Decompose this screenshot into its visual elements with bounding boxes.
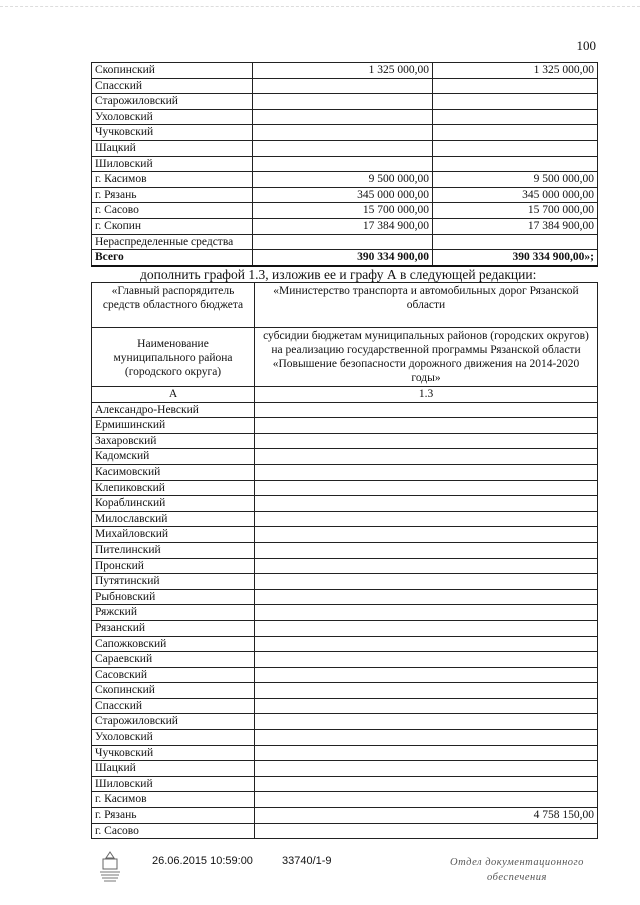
table-row [92, 620, 598, 636]
district-name: Ряжский [92, 605, 255, 621]
district-name: Захаровский [92, 433, 255, 449]
subsidy-amount-cell [255, 511, 598, 527]
amount-cell: 17 384 900,00 [253, 218, 433, 234]
table-row [92, 792, 598, 808]
district-name: Пронский [92, 558, 255, 574]
amount-cell: 15 700 000,00 [433, 203, 598, 219]
table-row [92, 234, 598, 250]
footer-doc-number: 33740/1-9 [282, 855, 332, 867]
subsidy-amount-cell [255, 496, 598, 512]
subsidy-amount-cell [255, 418, 598, 434]
amount-cell: 9 500 000,00 [433, 172, 598, 188]
amount-cell [253, 125, 433, 141]
table-row [92, 714, 598, 730]
subsidy-amount-cell [255, 558, 598, 574]
district-name: Спасский [92, 78, 253, 94]
amount-cell: 17 384 900,00 [433, 218, 598, 234]
department-stamp-line2: обеспечения [487, 872, 547, 883]
amount-cell [433, 78, 598, 94]
district-name: Скопинский [92, 683, 255, 699]
total-amount: 390 334 900,00»; [433, 250, 598, 266]
table-row [92, 652, 598, 668]
table-row [92, 172, 598, 188]
district-name: Скопинский [92, 63, 253, 79]
district-name: Ермишинский [92, 418, 255, 434]
total-label: Всего [92, 250, 253, 266]
district-name: Милославский [92, 511, 255, 527]
amount-cell [253, 78, 433, 94]
table-row [92, 808, 598, 824]
subsidy-amount-cell [255, 527, 598, 543]
district-name: Александро-Невский [92, 402, 255, 418]
amount-cell: 345 000 000,00 [253, 187, 433, 203]
total-amount: 390 334 900,00 [253, 250, 433, 266]
header-municipality-label: Наименование муниципального района (городского округа) [92, 328, 255, 387]
amount-cell [253, 94, 433, 110]
top-budget-table [91, 62, 598, 267]
amount-cell [433, 140, 598, 156]
subsidy-amount-cell [255, 823, 598, 839]
table-row [92, 218, 598, 234]
subsidy-amount-cell [255, 683, 598, 699]
district-name: Нераспределенные средства [92, 234, 253, 250]
district-name: Кораблинский [92, 496, 255, 512]
table-row [92, 140, 598, 156]
subsidy-amount-cell [255, 776, 598, 792]
district-name: г. Сасово [92, 823, 255, 839]
amount-cell: 15 700 000,00 [253, 203, 433, 219]
district-name: Пителинский [92, 542, 255, 558]
subsidy-amount-cell: 4 758 150,00 [255, 808, 598, 824]
header-distributor-label: «Главный распорядитель средств областного бюджета [92, 283, 255, 328]
amount-cell: 345 000 000,00 [433, 187, 598, 203]
district-name: Старожиловский [92, 94, 253, 110]
subsidy-amount-cell [255, 745, 598, 761]
district-name: Сараевский [92, 652, 255, 668]
district-name: г. Касимов [92, 172, 253, 188]
table-row [92, 78, 598, 94]
district-name: Клепиковский [92, 480, 255, 496]
column-a-label: А [92, 387, 255, 403]
table-row [92, 589, 598, 605]
table-row [92, 558, 598, 574]
table-row [92, 761, 598, 777]
subsidy-amount-cell [255, 605, 598, 621]
table-row [92, 542, 598, 558]
amount-cell [433, 125, 598, 141]
amount-cell [433, 94, 598, 110]
table-row [92, 464, 598, 480]
table-row [92, 187, 598, 203]
table-row [92, 823, 598, 839]
subsidy-amount-cell [255, 449, 598, 465]
table-row [92, 776, 598, 792]
district-name: Сасовский [92, 667, 255, 683]
table-row [92, 730, 598, 746]
district-name: Шацкий [92, 761, 255, 777]
amount-cell [253, 140, 433, 156]
header-ministry-label: «Министерство транспорта и автомобильных дорог Рязанской области [255, 283, 598, 328]
header-row-distributor [92, 283, 598, 328]
table-row [92, 605, 598, 621]
table-row [92, 402, 598, 418]
subsidy-amount-cell [255, 542, 598, 558]
table-row [92, 203, 598, 219]
district-name: Старожиловский [92, 714, 255, 730]
table-row [92, 511, 598, 527]
total-row [92, 250, 598, 266]
emblem-icon [96, 850, 124, 886]
district-name: г. Рязань [92, 187, 253, 203]
bottom-budget-table [91, 282, 598, 839]
subsidy-amount-cell [255, 620, 598, 636]
district-name: Сапожковский [92, 636, 255, 652]
subsidy-amount-cell [255, 574, 598, 590]
amount-cell [433, 234, 598, 250]
district-name: Чучковский [92, 125, 253, 141]
subsidy-amount-cell [255, 433, 598, 449]
subsidy-amount-cell [255, 464, 598, 480]
table-row [92, 480, 598, 496]
department-stamp [450, 855, 584, 885]
district-name: Кадомский [92, 449, 255, 465]
district-name: г. Скопин [92, 218, 253, 234]
district-name: Ухоловский [92, 730, 255, 746]
amount-cell: 1 325 000,00 [253, 63, 433, 79]
amount-cell: 9 500 000,00 [253, 172, 433, 188]
table-row [92, 667, 598, 683]
department-stamp-line1: Отдел документационного [450, 857, 584, 868]
table-row [92, 496, 598, 512]
subsidy-amount-cell [255, 402, 598, 418]
column-index-row [92, 387, 598, 403]
table-row [92, 109, 598, 125]
footer-datetime: 26.06.2015 10:59:00 [152, 855, 253, 867]
table-row [92, 745, 598, 761]
subsidy-amount-cell [255, 667, 598, 683]
district-name: Михайловский [92, 527, 255, 543]
table-row [92, 636, 598, 652]
table-row [92, 418, 598, 434]
table-row [92, 433, 598, 449]
table-row [92, 574, 598, 590]
header-subsidy-label: субсидии бюджетам муниципальных районов (городских округов) на реализацию государственной программы Рязанской области «Повышение безопасности дорожного движения на 2014-2020 годы» [255, 328, 598, 387]
table-row [92, 698, 598, 714]
amount-cell: 1 325 000,00 [433, 63, 598, 79]
table-row [92, 94, 598, 110]
amount-cell [253, 156, 433, 172]
district-name: Шацкий [92, 140, 253, 156]
header-row-subsidy [92, 328, 598, 387]
amount-cell [253, 109, 433, 125]
table-row [92, 63, 598, 79]
district-name: Путятинский [92, 574, 255, 590]
district-name: Рязанский [92, 620, 255, 636]
amount-cell [433, 156, 598, 172]
subsidy-amount-cell [255, 652, 598, 668]
district-name: г. Рязань [92, 808, 255, 824]
subsidy-amount-cell [255, 761, 598, 777]
amount-cell [253, 234, 433, 250]
table-row [92, 125, 598, 141]
subsidy-amount-cell [255, 730, 598, 746]
subsidy-amount-cell [255, 636, 598, 652]
table-row [92, 683, 598, 699]
page-number: 100 [576, 38, 596, 53]
district-name: Шиловский [92, 776, 255, 792]
scan-edge-line [0, 6, 640, 7]
instruction-text: дополнить графой 1.3, изложив ее и графу А в следующей редакции: [140, 267, 537, 282]
subsidy-amount-cell [255, 714, 598, 730]
district-name: Ухоловский [92, 109, 253, 125]
district-name: г. Касимов [92, 792, 255, 808]
table-row [92, 449, 598, 465]
district-name: Спасский [92, 698, 255, 714]
table-row [92, 156, 598, 172]
subsidy-amount-cell [255, 589, 598, 605]
subsidy-amount-cell [255, 792, 598, 808]
district-name: Рыбновский [92, 589, 255, 605]
table-row [92, 527, 598, 543]
column-13-label: 1.3 [255, 387, 598, 403]
district-name: г. Сасово [92, 203, 253, 219]
district-name: Шиловский [92, 156, 253, 172]
district-name: Касимовский [92, 464, 255, 480]
amount-cell [433, 109, 598, 125]
subsidy-amount-cell [255, 698, 598, 714]
subsidy-amount-cell [255, 480, 598, 496]
district-name: Чучковский [92, 745, 255, 761]
